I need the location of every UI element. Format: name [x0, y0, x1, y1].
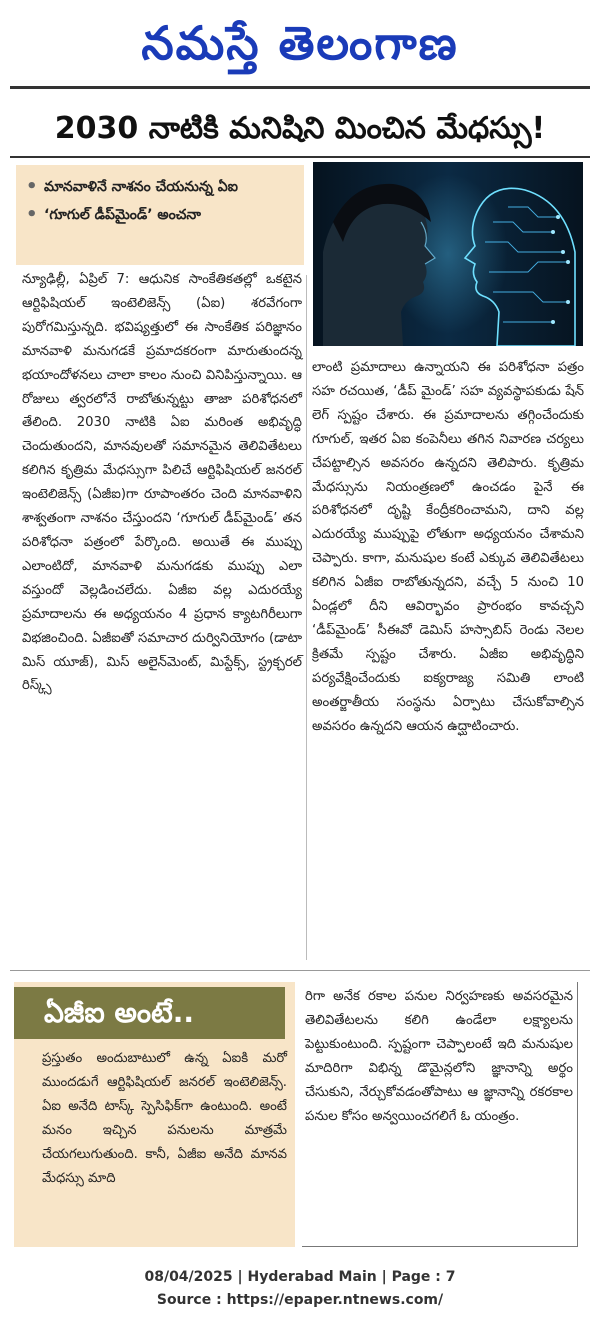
- sidebar-title: ఏజీఐ అంటే..: [14, 987, 285, 1039]
- deck-box: [16, 165, 304, 265]
- column-divider: [306, 275, 307, 960]
- deck-item: • మానవాళినే నాశనం చేయనున్న ఏఐ: [26, 173, 294, 201]
- headline-rule: [10, 156, 590, 158]
- section-divider: [10, 970, 590, 971]
- masthead-title: నమస్తే తెలంగాణ: [141, 16, 459, 70]
- article-right-column: లాంటి ప్రమాదాలు ఉన్నాయని ఈ పరిశోధనా పత్రం సహ రచయిత, ‘డీప్ మైండ్’ సహ వ్యవస్థాపకుడు షేన్ లెగ్ స్పష్టం చేశారు. ఈ ప్రమాదాలను తగ్గించేందుకు గూగుల్, ఇతర ఏఐ కంపెనీలు తగిన నివారణ చర్యలు చేపట్టాల్సిన అవసరం ఉన్నదని తెలిపారు. కృత్రిమ మేధస్సును నియంత్రణలో ఉంచడం పైనే ఈ పరిశోధనలో దృష్టి కేంద్రీకరించామని, దాని వల్ల ఎదురయ్యే ముప్పుపై లోతుగా అధ్యయనం చేశామని చెప్పారు. కాగా, మనుషుల కంటే ఎక్కువ తెలివితేటలు కలిగిన ఏజీఐ రాబోతున్నదని, వచ్చే 5 నుంచి 10 ఏండ్లలో దీని ఆవిర్భావం ప్రారంభం కావచ్చని ‘డీప్‌మైండ్’ సీఈవో డెమిస్ హస్సాబిస్ రెండు నెలల క్రితమే స్పష్టం చేశారు. ఏజీఐ అభివృద్ధిని పర్యవేక్షించేందుకు ఐక్యరాజ్య సమితి లాంటి అంతర్జాతీయ సంస్థను ఏర్పాటు చేసుకోవాల్సిన అవసరం ఉన్నదని ఆయన ఉద్ఘాటించారు.: [312, 360, 584, 734]
- deck-item: • ‘గూగుల్ డీప్‌మైండ్’ అంచనా: [26, 201, 294, 229]
- footer-date-edition: 08/04/2025 | Hyderabad Main | Page : 7: [144, 1269, 456, 1285]
- footer-source: Source : https://epaper.ntnews.com/: [156, 1292, 444, 1308]
- masthead-rule: [10, 86, 590, 89]
- sidebar-left-text: ప్రస్తుతం అందుబాటులో ఉన్న ఏఐకి మరో ముందడుగే ఆర్టిఫిషియల్ జనరల్ ఇంటెలిజెన్స్. ఏఐ అనేది టాస్క్ స్పెసిఫిక్‌గా ఉంటుంది. అంటే మనం ఇచ్చిన పనులను మాత్రమే చేయగలుగుతుంది. కానీ, ఏజీఐ అనేది మానవ మేధస్సు మాది: [42, 1051, 287, 1186]
- sidebar-right-text: రిగా అనేక రకాల పనుల నిర్వహణకు అవసరమైన తెలివితేటలను కలిగి ఉండేలా లక్ష్యాలను పెట్టుకుంటుంది. స్పష్టంగా చెప్పాలంటే ఇది మనుషుల మాదిరిగా విభిన్న డొమైన్లలోని జ్ఞానాన్ని అర్థం చేసుకుని, నేర్చుకోవడంతోపాటు ఆ జ్ఞానాన్ని రకరకాల పనుల కోసం అన్వయించగలిగే ఓ యంత్రం.: [305, 989, 573, 1124]
- headline: 2030 నాటికి మనిషిని మించిన మేధస్సు!: [54, 111, 546, 146]
- ai-face-photo: [313, 162, 583, 346]
- article-left-column: న్యూఢిల్లీ, ఏప్రిల్ 7: ఆధునిక సాంకేతికతల్లో ఒకటైన ఆర్టిఫిషియల్ ఇంటెలిజెన్స్ (ఏఐ) శరవేగంగా పురోగమిస్తున్నది. భవిష్యత్తులో ఈ సాంకేతిక పరిజ్ఞానం మానవాళి మనుగడకే ప్రమాదకరంగా మారుతుందన్న భయాందోళనలు చాలా కాలం నుంచి వినిపిస్తున్నాయి. ఆ రోజులు త్వరలోనే రాబోతున్నట్టు తాజా పరిశోధనలో తేలింది. 2030 నాటికి ఏఐ మరింత అభివృద్ధి చెందుతుందని, మానవులతో సమానమైన తెలివితేటలు కలిగిన కృత్రిమ మేధస్సుగా పిలిచే ఆర్టిఫిషియల్ జనరల్ ఇంటెలిజెన్స్ (ఏజీఐ)గా రూపాంతరం చెంది మానవాళిని శాశ్వతంగా నాశనం చేస్తుందని ‘గూగుల్ డీప్‌మైండ్’ తన పరిశోధనా పత్రంలో పేర్కొంది. అయితే ఈ ముప్పు ఎలాంటిదో, మానవాళి మనుగడకు ముప్పు ఎలా వస్తుందో వెల్లడించలేదు. ఏజీఐ వల్ల ఎదురయ్యే ప్రమాదాలను ఈ అధ్యయనం 4 ప్రధాన క్యాటగిరీలుగా విభజించింది. ఏజీఐతో సమాచార దుర్వినియోగం (డాటా మిస్ యూజ్), మిస్ అలైన్‌మెంట్, మిస్టేక్స్, స్ట్రక్చరల్ రిస్క్స్: [22, 272, 302, 694]
